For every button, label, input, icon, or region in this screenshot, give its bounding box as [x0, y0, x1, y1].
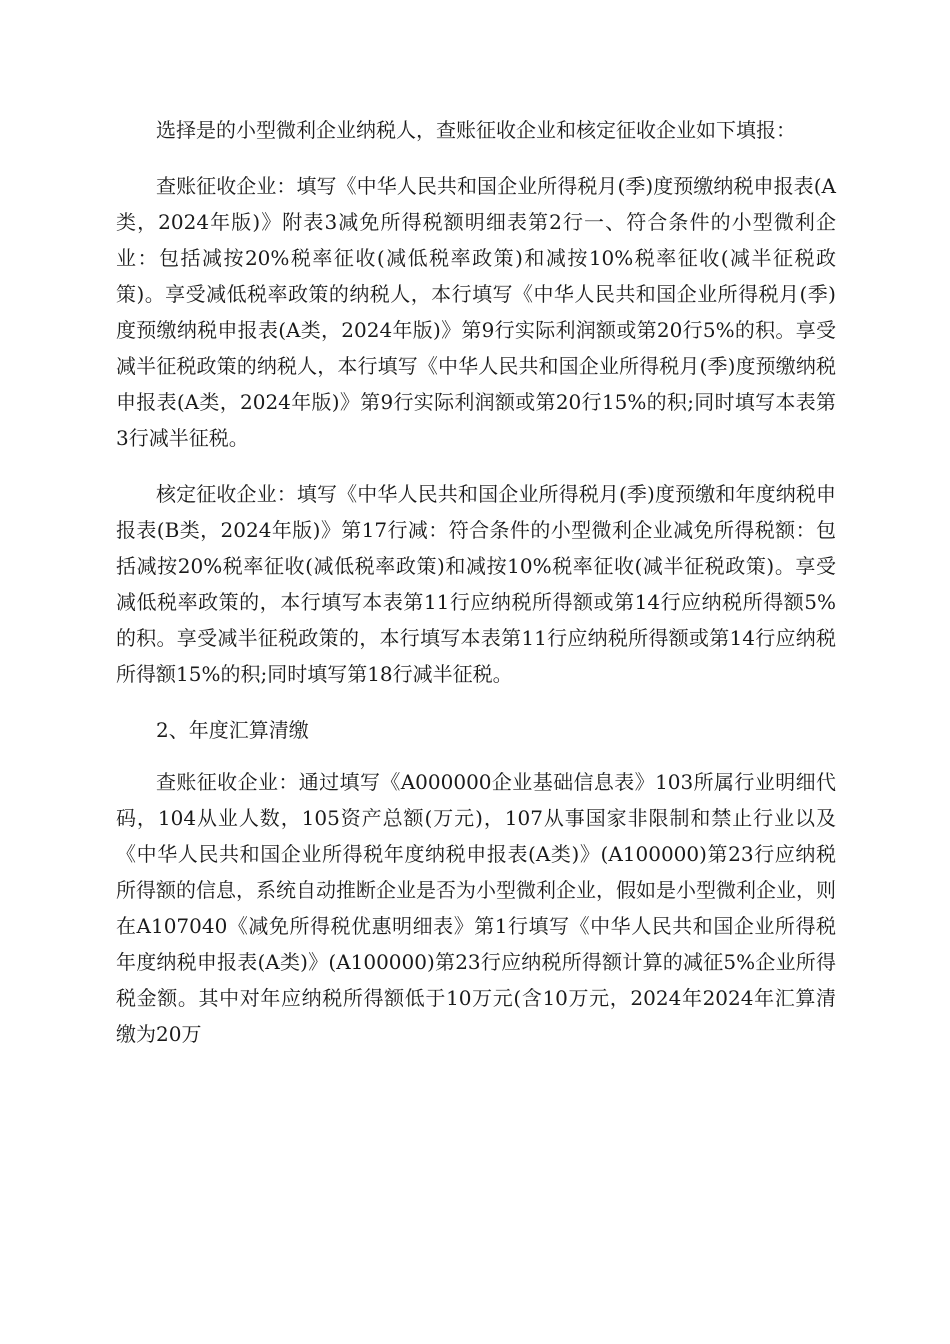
paragraph-audit-collection: 查账征收企业：填写《中华人民共和国企业所得税月(季)度预缴纳税申报表(A类，2024年版)》附表3减免所得税额明细表第2行一、符合条件的小型微利企业：包括减按20%税率征收(减低税率政策)和减按10%税率征收(减半征税政策)。享受减低税率政策的纳税人，本行填写《中华人民共和国企业所得税月(季)度预缴纳税申报表(A类，2024年版)》第9行实际利润额或第20行5%的积。享受减半征税政策的纳税人，本行填写《中华人民共和国企业所得税月(季)度预缴纳税申报表(A类，2024年版)》第9行实际利润额或第20行15%的积;同时填写本表第3行减半征税。: [116, 174, 836, 450]
section-heading-annual-settlement: 2、年度汇算清缴: [156, 718, 309, 742]
paragraph-annual-audit-collection: 查账征收企业：通过填写《A000000企业基础信息表》103所属行业明细代码，104从业人数，105资产总额(万元)，107从事国家非限制和禁止行业以及《中华人民共和国企业所得税年度纳税申报表(A类)》(A100000)第23行应纳税所得额的信息，系统自动推断企业是否为小型微利企业，假如是小型微利企业，则在A107040《减免所得税优惠明细表》第1行填写《中华人民共和国企业所得税年度纳税申报表(A类)》(A100000)第23行应纳税所得额计算的减征5%企业所得税金额。其中对年应纳税所得额低于10万元(含10万元，2024年2024年汇算清缴为20万: [116, 770, 836, 1046]
paragraph-selection-intro: 选择是的小型微利企业纳税人，查账征收企业和核定征收企业如下填报：: [156, 118, 796, 142]
paragraph-assessed-collection: 核定征收企业：填写《中华人民共和国企业所得税月(季)度预缴和年度纳税申报表(B类，2024年版)》第17行减：符合条件的小型微利企业减免所得税额：包括减按20%税率征收(减低税率政策)和减按10%税率征收(减半征税政策)。享受减低税率政策的，本行填写本表第11行应纳税所得额或第14行应纳税所得额5%的积。享受减半征税政策的，本行填写本表第11行应纳税所得额或第14行应纳税所得额15%的积;同时填写第18行减半征税。: [116, 482, 836, 686]
document-body: [116, 112, 836, 1072]
